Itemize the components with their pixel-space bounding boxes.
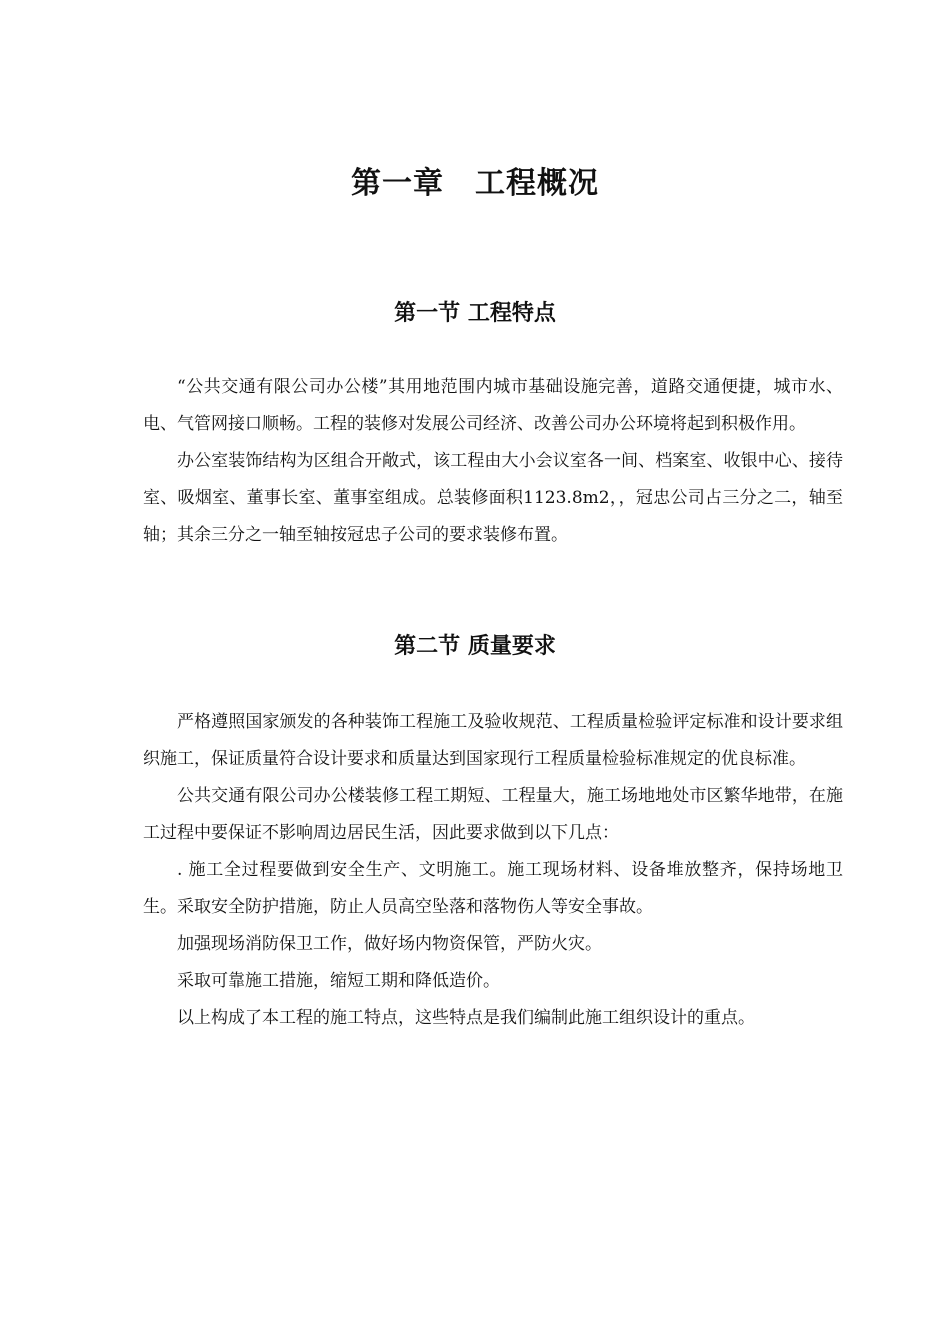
paragraph: 公共交通有限公司办公楼装修工程工期短、工程量大，施工场地地处市区繁华地带，在施工过程中要保证不影响周边居民生活，因此要求做到以下几点： <box>143 786 843 843</box>
paragraph: 加强现场消防保卫工作，做好场内物资保管，严防火灾。 <box>177 934 602 954</box>
section-body-engineering-features <box>143 369 843 554</box>
section-title-quality-requirements: 第二节 质量要求 <box>394 634 556 659</box>
section-title-engineering-features: 第一节 工程特点 <box>394 301 556 326</box>
section-body-quality-requirements <box>143 704 843 1037</box>
chapter-title: 第一章 工程概况 <box>351 166 599 201</box>
paragraph: 办公室装饰结构为区组合开敞式，该工程由大小会议室各一间、档案室、收银中心、接待室、吸烟室、董事长室、董事室组成。总装修面积1123.8m2，，冠忠公司占三分之二，轴至轴；其余三分之一轴至轴按冠忠子公司的要求装修布置。 <box>143 451 843 545</box>
paragraph: . 施工全过程要做到安全生产、文明施工。施工现场材料、设备堆放整齐，保持场地卫生。采取安全防护措施，防止人员高空坠落和落物伤人等安全事故。 <box>143 860 843 917</box>
paragraph: “公共交通有限公司办公楼”其用地范围内城市基础设施完善，道路交通便捷，城市水、电、气管网接口顺畅。工程的装修对发展公司经济、改善公司办公环境将起到积极作用。 <box>143 377 843 434</box>
paragraph: 采取可靠施工措施，缩短工期和降低造价。 <box>177 971 500 991</box>
paragraph: 以上构成了本工程的施工特点，这些特点是我们编制此施工组织设计的重点。 <box>177 1008 755 1028</box>
paragraph: 严格遵照国家颁发的各种装饰工程施工及验收规范、工程质量检验评定标准和设计要求组织施工，保证质量符合设计要求和质量达到国家现行工程质量检验标准规定的优良标准。 <box>143 712 843 769</box>
